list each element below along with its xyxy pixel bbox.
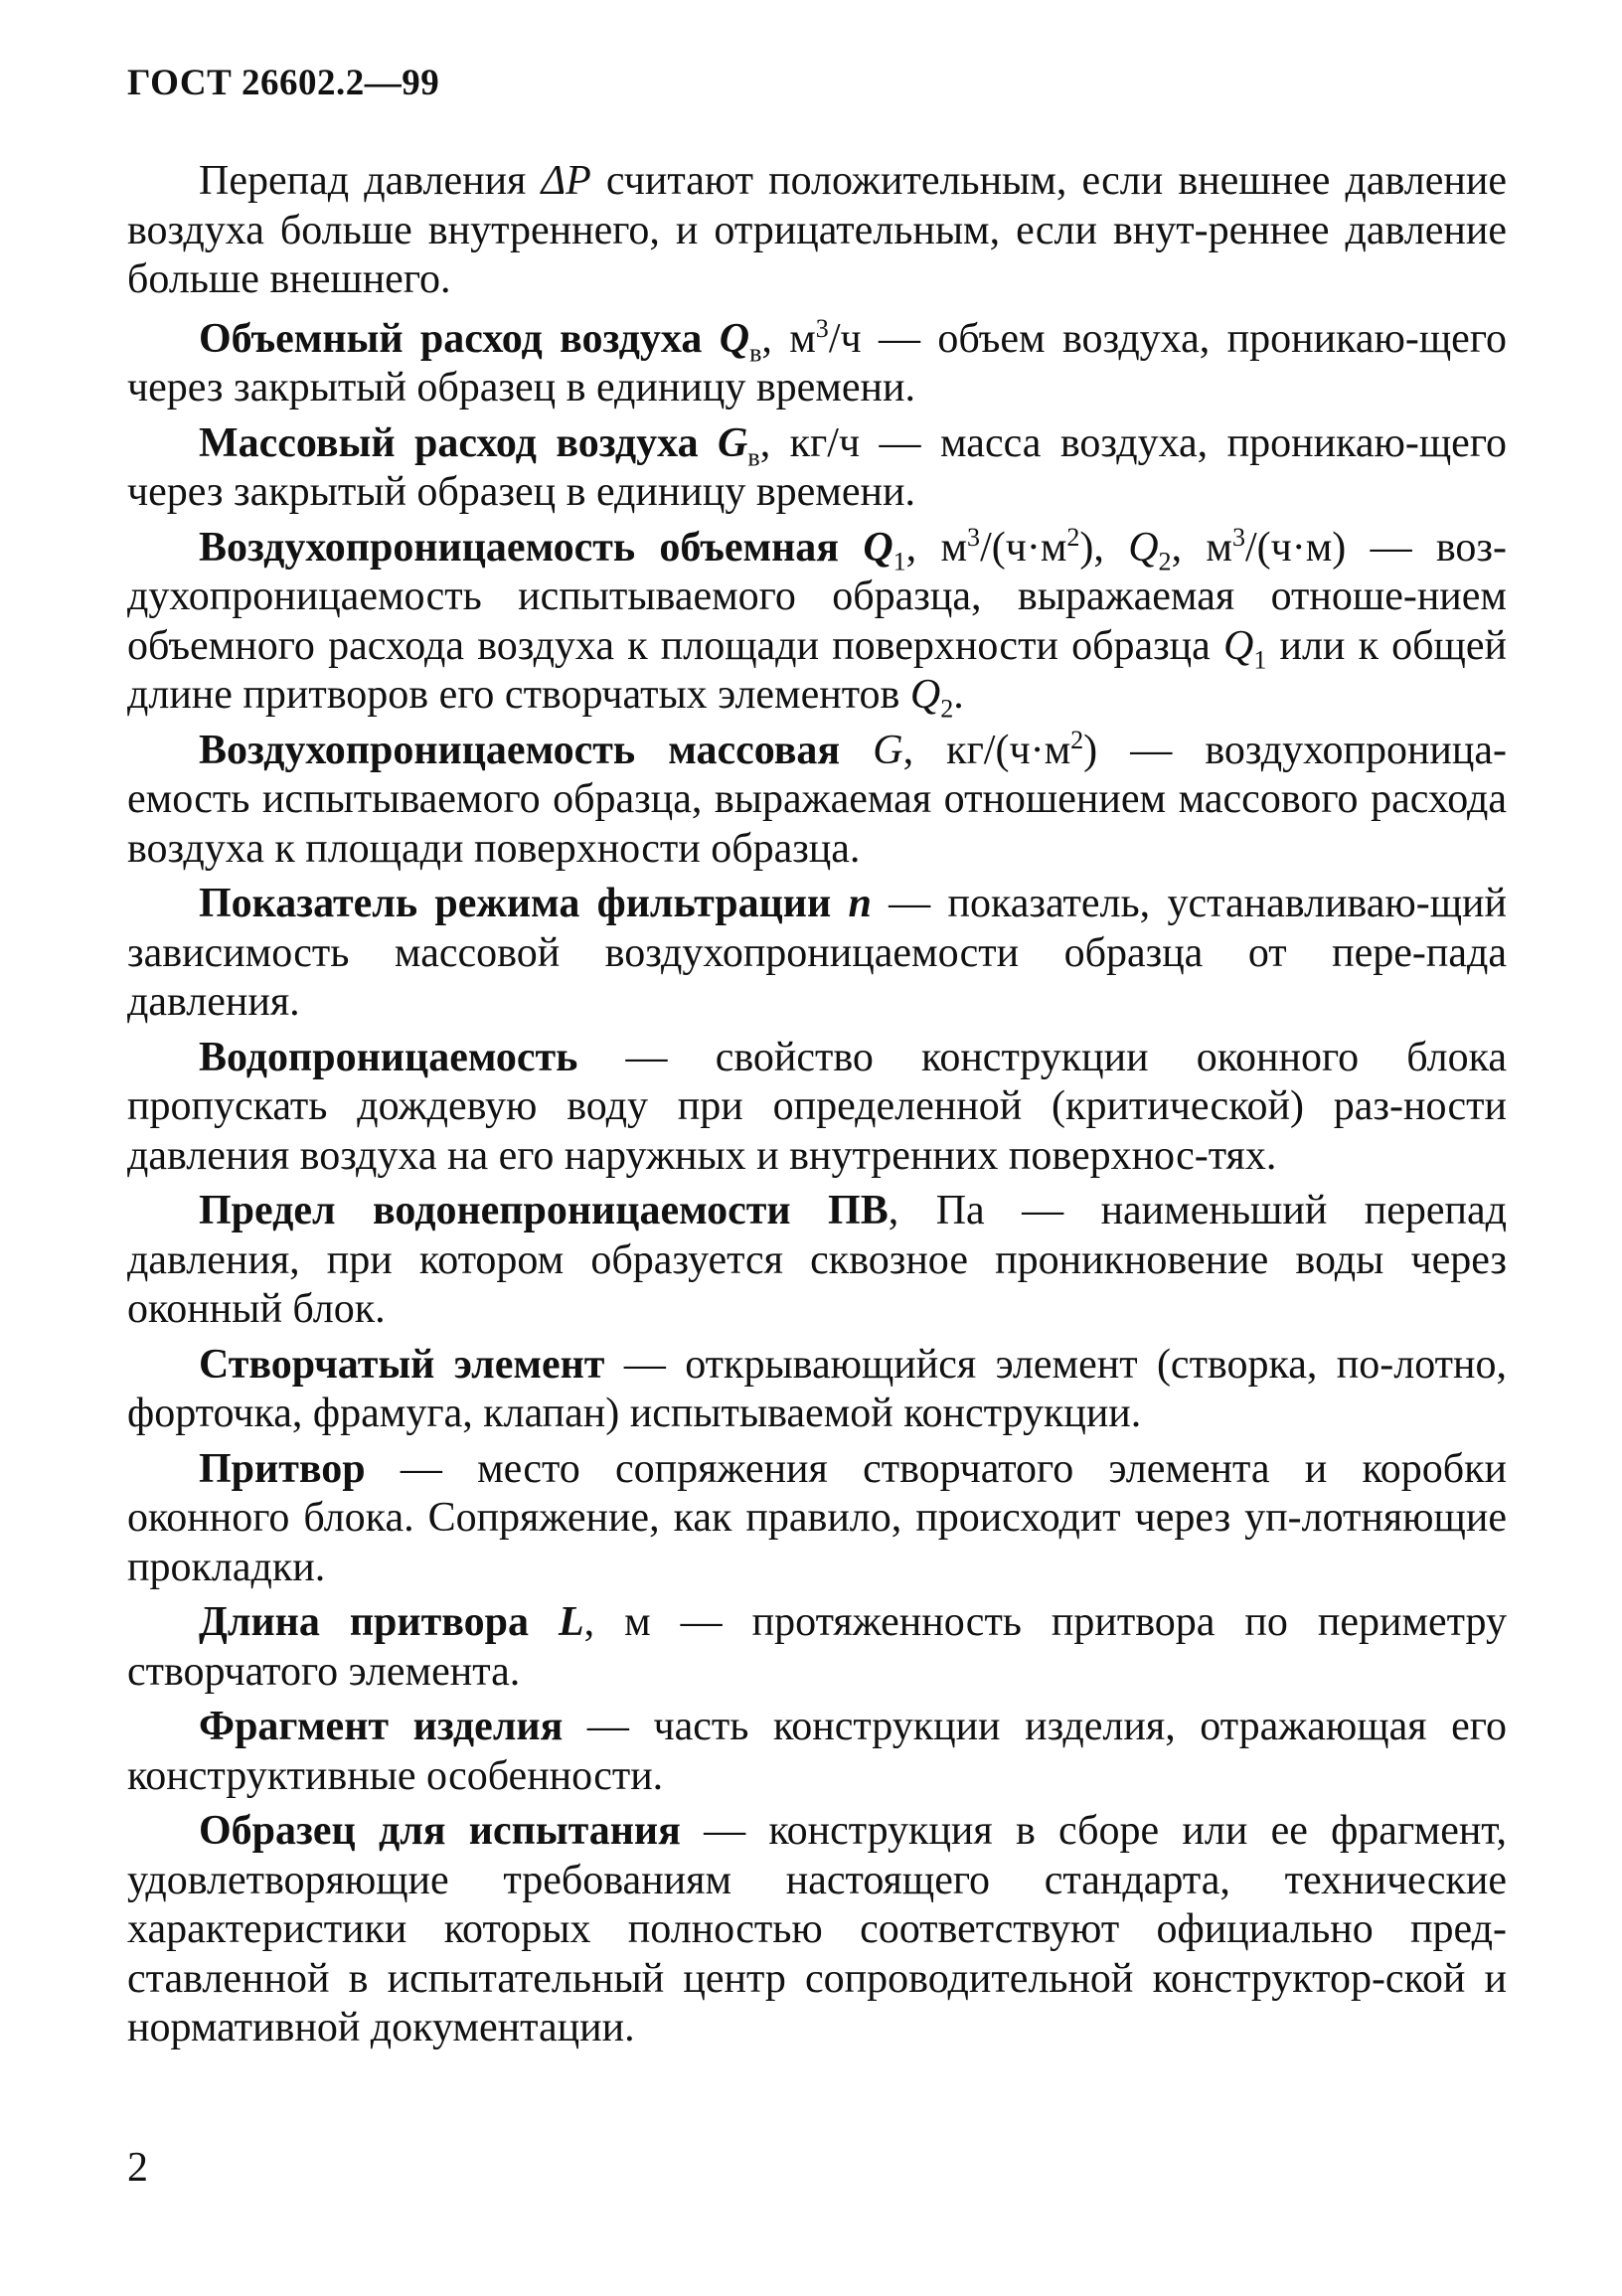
text-run: /(ч·м xyxy=(980,524,1067,571)
document-body xyxy=(127,157,1507,2059)
text-run: ), xyxy=(1079,524,1129,571)
superscript: 3 xyxy=(1231,522,1245,552)
text-run: — конструкция в сборе или ее фрагмент, удовлетворяющие требованиям настоящего стандарта, технические характеристики которых полностью соответствуют официально пред-ставленной в испытательный центр сопроводительной конструктор-ской и нормативной документации. xyxy=(127,1808,1508,2050)
standard-code-header: ГОСТ 26602.2—99 xyxy=(127,63,440,103)
superscript: 3 xyxy=(967,522,981,552)
symbol-q1: Q xyxy=(1222,622,1254,669)
subscript: в xyxy=(749,337,762,367)
symbol-g: G xyxy=(873,727,903,773)
subscript: 1 xyxy=(1253,644,1267,674)
paragraph-pressure-difference xyxy=(127,157,1507,305)
subscript: в xyxy=(747,441,760,471)
term-mass-air-flow: Массовый расход воздуха xyxy=(199,419,719,466)
term-mass-air-permeability: Воздухопроницаемость массовая xyxy=(199,727,874,773)
paragraph-volume-air-permeability xyxy=(127,522,1507,724)
subscript: 1 xyxy=(892,546,906,575)
term-rebate: Притвор xyxy=(199,1445,366,1492)
text-run: , кг/(ч·м xyxy=(902,727,1071,773)
text-run: , м xyxy=(761,315,816,362)
paragraph-rebate xyxy=(127,1445,1507,1593)
paragraph-sash-element xyxy=(127,1341,1507,1439)
paragraph-water-permeability xyxy=(127,1034,1507,1182)
paragraph-mass-air-permeability xyxy=(127,727,1507,875)
text-run: Перепад давления xyxy=(199,158,542,204)
symbol-q2: Q xyxy=(1128,524,1159,571)
paragraph-watertightness-limit xyxy=(127,1187,1507,1335)
term-water-permeability: Водопроницаемость xyxy=(199,1034,578,1080)
term-sash-element: Створчатый элемент xyxy=(199,1341,605,1388)
text-run: , м xyxy=(1171,524,1232,571)
subscript: 2 xyxy=(940,694,954,724)
symbol-g: G xyxy=(718,419,748,466)
paragraph-filtration-index xyxy=(127,880,1507,1028)
text-run: , Па — наименьший перепад давления, при котором образуется сквозное проникновение воды через оконный блок. xyxy=(127,1188,1508,1332)
subscript: 2 xyxy=(1158,546,1172,575)
text-run: считают положительным, если внешнее давление воздуха больше внутреннего, и отрицательным, если внут-реннее давление больше внешнего. xyxy=(127,158,1507,302)
term-rebate-length: Длина притвора xyxy=(199,1599,559,1645)
text-run: . xyxy=(953,672,964,718)
symbol-q2: Q xyxy=(909,672,941,718)
paragraph-product-fragment xyxy=(127,1703,1507,1801)
text-run: — свойство конструкции оконного блока пропускать дождевую воду при определенной (критической) раз-ности давления воздуха на его наружных и внутренних поверхнос-тях. xyxy=(127,1034,1507,1179)
symbol-l: L xyxy=(558,1599,584,1645)
text-run: , кг/ч — масса воздуха, проникаю-щего через закрытый образец в единицу времени. xyxy=(127,419,1508,515)
text-run: или к общей длине притворов его створчатых элементов xyxy=(127,622,1507,718)
paragraph-test-specimen xyxy=(127,1807,1507,2053)
symbol-n: n xyxy=(848,881,872,926)
text-run: — показатель, устанавливаю-щий зависимость массовой воздухопроницаемости образца от пере-пада давления. xyxy=(127,881,1508,1025)
paragraph-mass-air-flow xyxy=(127,419,1507,518)
superscript: 3 xyxy=(815,313,829,343)
text-run: /(ч·м) — воз-духопроницаемость испытываемого образца, выражаемая отноше-нием объемного расхода воздуха к площади поверхности образца xyxy=(127,524,1507,669)
symbol-delta-p: ΔP xyxy=(541,158,591,204)
text-run: ) — воздухопроница-емость испытываемого образца, выражаемая отношением массового расхода воздуха к площади поверхности образца. xyxy=(127,727,1508,872)
term-volume-air-flow: Объемный расход воздуха xyxy=(199,315,720,362)
superscript: 2 xyxy=(1070,725,1084,754)
page-number: 2 xyxy=(127,2145,148,2191)
symbol-q1: Q xyxy=(863,524,893,571)
paragraph-rebate-length xyxy=(127,1598,1507,1697)
text-run: — открывающийся элемент (створка, по-лотно, форточка, фрамуга, клапан) испытываемой конструкции. xyxy=(127,1341,1507,1436)
paragraph-volume-air-flow xyxy=(127,315,1507,413)
text-run: /ч — объем воздуха, проникаю-щего через закрытый образец в единицу времени. xyxy=(127,315,1507,410)
text-run: , м — протяженность притвора по периметру створчатого элемента. xyxy=(127,1599,1507,1695)
term-volume-air-permeability: Воздухопроницаемость объемная xyxy=(199,524,864,571)
term-test-specimen: Образец для испытания xyxy=(199,1808,681,1854)
text-run: , м xyxy=(905,524,968,571)
superscript: 2 xyxy=(1066,522,1080,552)
symbol-q: Q xyxy=(719,315,750,362)
term-watertightness-limit: Предел водонепроницаемости ПВ xyxy=(199,1188,889,1233)
term-filtration-index: Показатель режима фильтрации xyxy=(199,881,849,926)
text-run: — место сопряжения створчатого элемента и коробки оконного блока. Сопряжение, как правило, происходит через уп-лотняющие прокладки. xyxy=(127,1445,1507,1590)
term-product-fragment: Фрагмент изделия xyxy=(199,1704,564,1749)
text-run: — часть конструкции изделия, отражающая его конструктивные особенности. xyxy=(127,1704,1507,1799)
